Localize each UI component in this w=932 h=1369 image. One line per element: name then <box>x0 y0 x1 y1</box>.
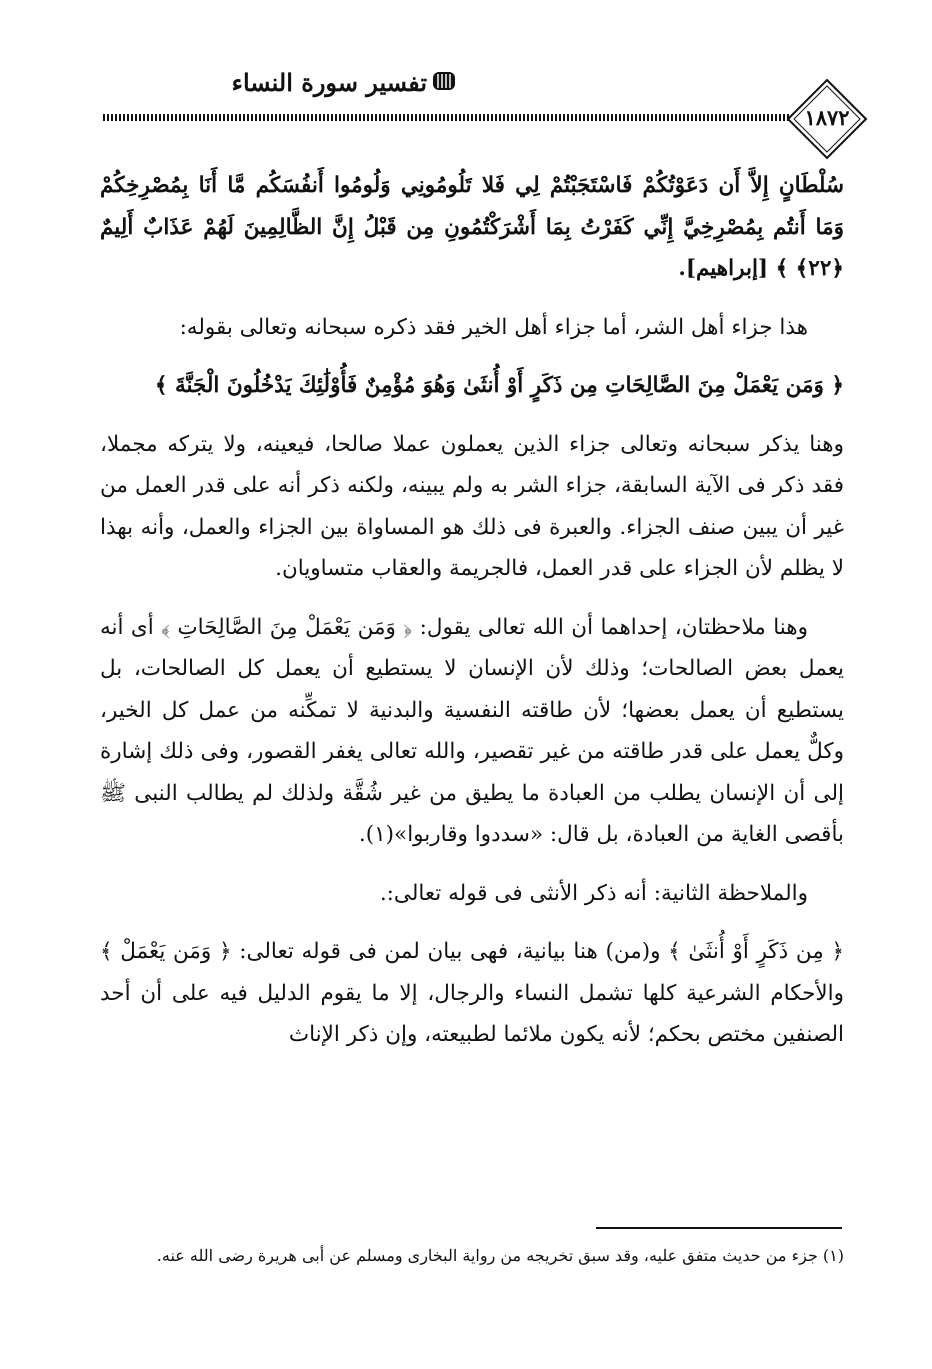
text-paragraph: والملاحظة الثانية: أنه ذكر الأنثى فى قوله تعالى:. <box>379 880 808 906</box>
footnote-rule <box>596 1227 842 1229</box>
header-rule <box>103 114 791 121</box>
verse-paragraph: ﴿ وَمَن يَعْمَلْ مِنَ الصَّالِحَاتِ مِن ذَكَرٍ أَوْ أُنثَىٰ وَهُوَ مُؤْمِنٌ فَأُوْلَٰئِكَ يَدْخُلُونَ الْجَنَّةَ ﴾ <box>154 373 844 398</box>
footnote <box>100 1238 844 1274</box>
text-paragraph: هذا جزاء أهل الشر، أما جزاء أهل الخير فقد ذكره سبحانه وتعالى بقوله: <box>179 314 808 340</box>
text-paragraph: وهنا ملاحظتان، إحداهما أن الله تعالى يقول: ﴿ وَمَن يَعْمَلْ مِنَ الصَّالِحَاتِ ﴾ أى أنه يعمل بعض الصالحات؛ وذلك لأن الإنسان لا يستطيع أن يعمل كل الصالحات، بل يستطيع أن يعمل بعضها؛ لأن طاقته النفسية والبدنية لا تمكِّنه من عمل كل الخير، وكلٌّ يعمل على قدر طاقته من غير تقصير، والله تعالى يغفر القصور، وفى ذلك إشارة إلى أن الإنسان يطلب من العبادة ما يطيق من غير شُقَّة ولذلك لم يطالب النبى ﷺ بأقصى الغاية من العبادة، بل قال: «سددوا وقاربوا»(١). <box>100 614 844 847</box>
body-text <box>100 165 844 1073</box>
page-number: ١٨٧٢ <box>804 105 850 130</box>
verse-paragraph: سُلْطَانٍ إِلاَّ أَن دَعَوْتُكُمْ فَاسْتَجَبْتُمْ لِي فَلا تَلُومُونِي وَلُومُوا أَنفُسَكُم مَّا أَنَا بِمُصْرِخِكُمْ وَمَا أَنتُم بِمُصْرِخِيَّ إِنِّي كَفَرْتُ بِمَا أَشْرَكْتُمُونِ مِن قَبْلُ إِنَّ الظَّالِمِينَ لَهُمْ عَذَابٌ أَلِيمٌ ﴿٢٢﴾ ﴾ [إبراهيم]. <box>100 173 844 281</box>
text-paragraph: ﴿ مِن ذَكَرٍ أَوْ أُنثَىٰ ﴾ و(من) هنا بيانية، فهى بيان لمن فى قوله تعالى: ﴿ وَمَن يَعْمَلْ ﴾ والأحكام الشرعية كلها تشمل النساء والرجال، إلا ما يقوم الدليل فيه على أن أحد الصنفين مختص بحكم؛ لأنه يكون ملائما لطبيعته، وإن ذكر الإناث <box>100 939 844 1047</box>
page-number-badge <box>786 78 868 160</box>
footnote-text: (١) جزء من حديث متفق عليه، وقد سبق تخريجه من رواية البخارى ومسلم عن أبى هريرة رضى الله عنه. <box>156 1246 844 1265</box>
header-ornament-icon <box>432 70 456 92</box>
text-paragraph: وهنا يذكر سبحانه وتعالى جزاء الذين يعملون عملا صالحا، فيعينه، ولا يتركه مجملا، فقد ذكر فى الآية السابقة، جزاء الشر به ولم يبينه، ولكنه ذكر أنه على قدر العمل من غير أن يبين صنف الجزاء. والعبرة فى ذلك هو المساواة بين الجزاء والعمل، وأنه بهذا لا يظلم لأن الجزاء على قدر العمل، فالجريمة والعقاب متساويان. <box>100 431 844 581</box>
running-header-title: تفسير سورة النساء <box>231 68 427 97</box>
